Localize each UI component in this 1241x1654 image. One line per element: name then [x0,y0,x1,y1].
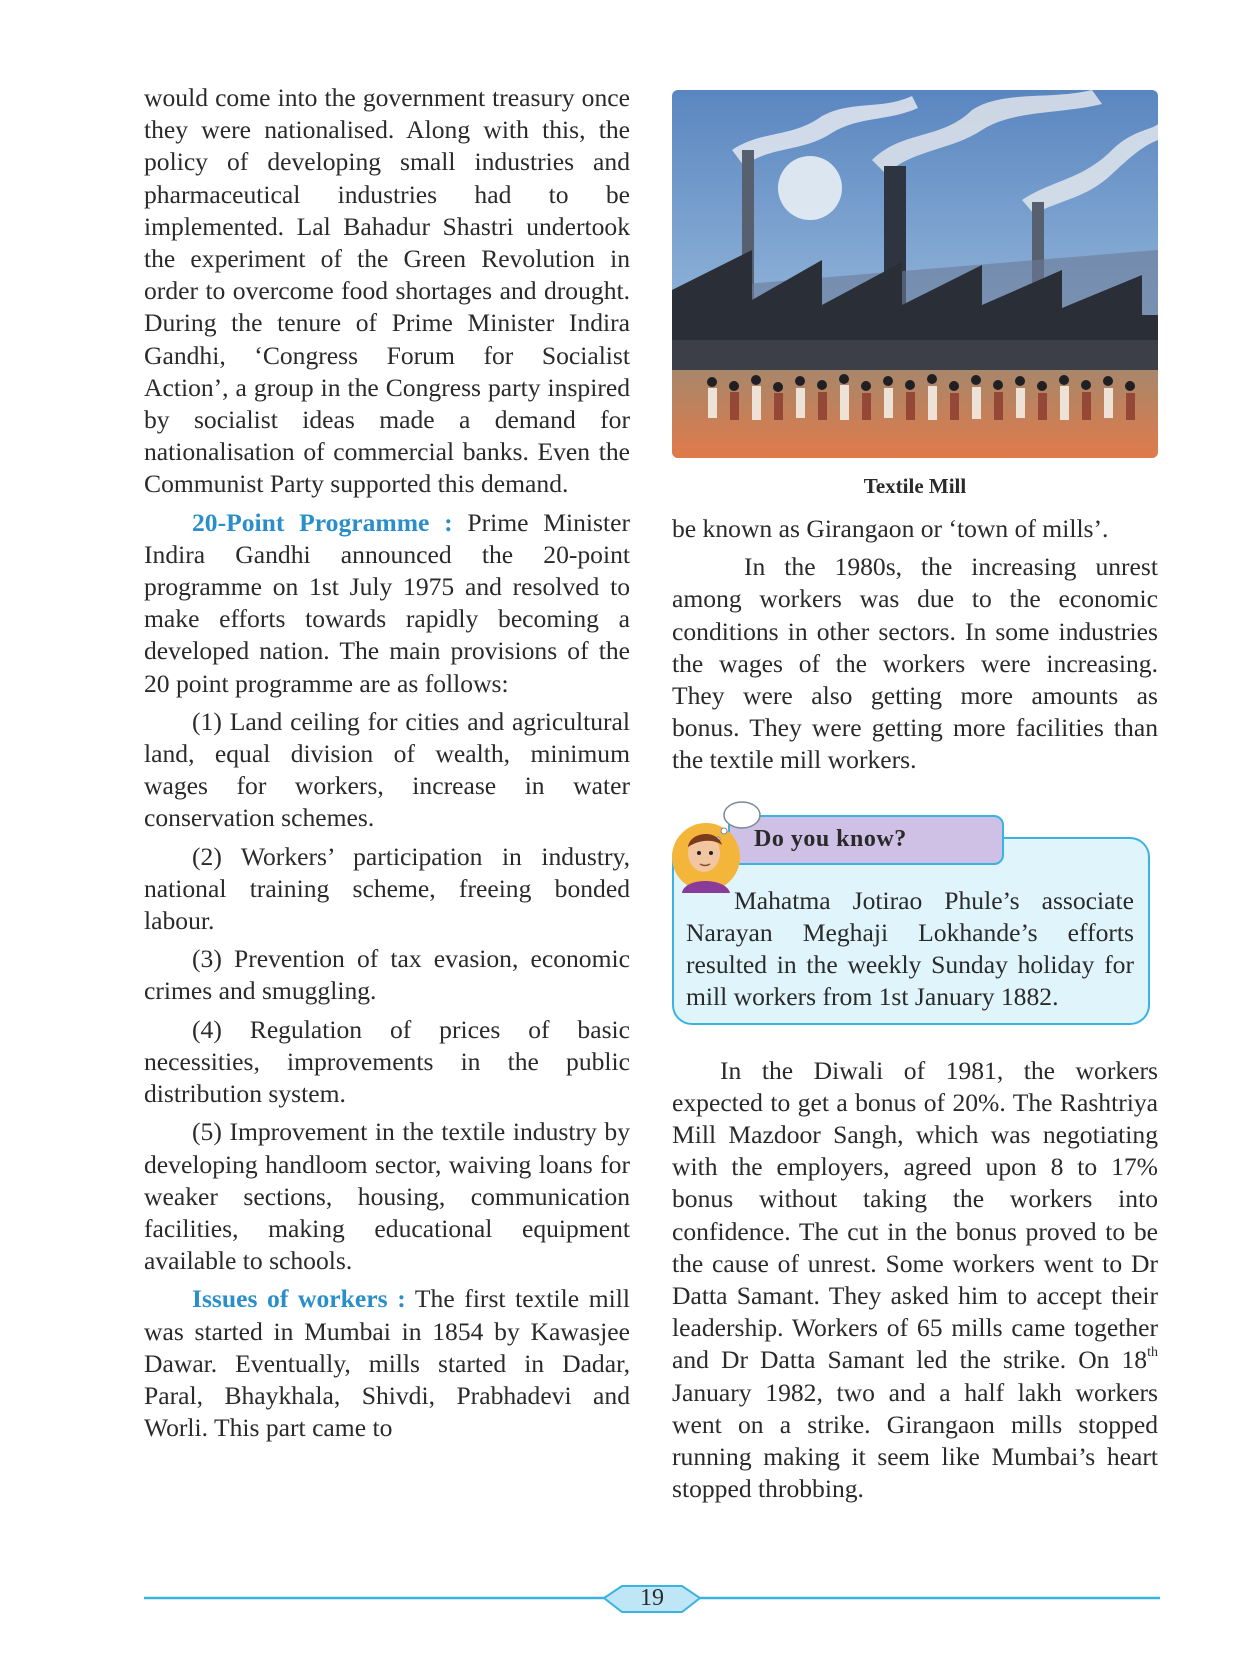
text-issues-of-workers: The first textile mill was started in Mumbai in 1854 by Kawasjee Dawar. Eventually, mills started in Dadar, Paral, Bhaykhala, Shivdi, Prabhadevi and Worli. This part came to [144,1284,630,1443]
paragraph-treasury: would come into the government treasury once they were nationalised. Along with this, the policy of developing small industries and pharmaceutical industries had to be implemented. Lal Bahadur Shastri undertook the experiment of the Green Revolution in order to overcome food shortages and drought. During the tenure of Prime Minister Indira Gandhi, ‘Congress Forum for Socialist Action’, a group in the Congress party inspired by socialist ideas made a demand for nationalisation of commercial banks. Even the Communist Party supported this demand. [144,83,630,499]
list-item-5: (5) Improvement in the textile industry by developing handloom sector, waiving loans for weaker sections, housing, communication facilities, making educational equipment available to schools. [144,1117,630,1276]
list-item-4: (4) Regulation of prices of basic necessities, improvements in the public distribution system. [144,1014,630,1109]
text-diwali-1981-before: In the Diwali of 1981, the workers expected to get a bonus of 20%. The Rashtriya Mill Mazdoor Sangh, which was negotiating with the employers, agreed upon 8 to 17% bonus without taking the workers into confidence. The cut in the bonus proved to be the cause of unrest. Some workers went to Dr Datta Samant. They asked him to accept their leadership. Workers of 65 mills came together and Dr Datta Samant led the strike. On 18 [672,1055,1158,1375]
page-number: 19 [640,1585,664,1611]
textile-mill-illustration [672,90,1158,458]
heading-issues-of-workers: Issues of workers : [192,1284,406,1314]
did-you-know-text: Mahatma Jotirao Phule’s associate Narayan Meghaji Lokhande’s efforts resulted in the weekly Sunday holiday for mill workers from 1st January 1882. [686,885,1134,1012]
thinking-boy-icon [660,797,764,897]
left-column [144,82,630,1444]
did-you-know-title: Do you know? [728,815,1004,865]
text-20-point-programme: Prime Minister Indira Gandhi announced the 20-point programme on 1st July 1975 and resolved to make efforts towards rapidly becoming a developed nation. The main provisions of the 20 point programme are as follows: [144,507,630,698]
list-item-3: (3) Prevention of tax evasion, economic crimes and smuggling. [144,944,630,1006]
paragraph-1980s-unrest: In the 1980s, the increasing unrest among workers was due to the economic conditions in other sectors. In some industries the wages of the workers were increasing. They were also getting more amounts as bonus. They were getting more facilities than the textile mill workers. [672,552,1158,775]
list-item-2: (2) Workers’ participation in industry, national training scheme, freeing bonded labour. [144,841,630,936]
text-diwali-1981-after: January 1982, two and a half lakh workers went on a strike. Girangaon mills stopped running making it seem like Mumbai’s heart stopped throbbing. [672,1377,1158,1504]
figure-caption: Textile Mill [863,474,967,498]
right-column [672,82,1158,1505]
textile-mill-image [672,90,1158,458]
superscript-th: th [1147,1345,1158,1361]
list-item-1: (1) Land ceiling for cities and agricultural land, equal division of wealth, minimum wages for workers, increase in water conservation schemes. [144,706,630,833]
heading-20-point-programme: 20-Point Programme : [192,507,453,537]
paragraph-girangaon: be known as Girangaon or ‘town of mills’. [672,514,1109,543]
paragraph-20-point-programme [144,507,630,700]
did-you-know-box [672,797,1158,1025]
paragraph-diwali-1981 [672,1055,1158,1506]
paragraph-issues-of-workers [144,1283,630,1444]
